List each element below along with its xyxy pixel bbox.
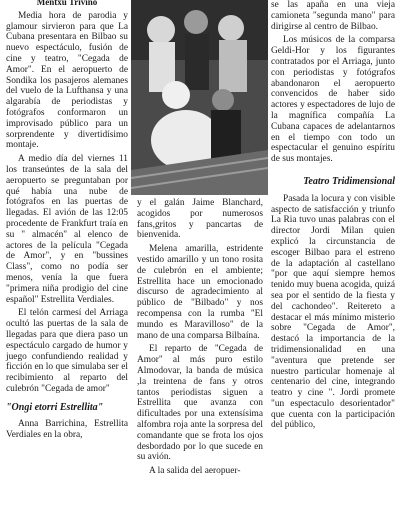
paragraph: A la salida del aeropuer-: [149, 466, 241, 477]
photo-image: [131, 0, 268, 195]
paragraph: Melena amarilla, estridente vestido amarillo y un tono rosita de culebrón en el ambiente; Estrellita hace un emocionado discurso de agradecimiento al público de "Bilbado" y nos recompensa con la rumba "El mundo es Maravilloso" de la mano de una comparsa Bilbaína.: [137, 244, 263, 341]
article-column-right: [271, 0, 395, 431]
article-column-left: [6, 0, 128, 441]
paragraph: El telón carmesí del Arriaga ocultó las puertas de la sala de llegadas para que diera paso un espectáculo cargado de humor y juego confundiendo realidad y ficción en lo que simulaba ser el recibimiento al reparto del culebrón "Cegada de amor": [6, 308, 128, 394]
paragraph: El reparto de "Cegada de Amor" al más puro estilo Almodovar, la banda de música ,la treintena de fans y otros tantos periodistas siguen a Estrellita que avanza con dificultades por una extensísima alfombra roja ante la sorpresa del comandante que se frota los ojos desbordado por lo que sucede en su avión.: [137, 344, 263, 463]
paragraph: Media hora de parodia y glamour sirvieron para que La Cubana presentara en Bilbao su nuevo espectáculo, fusión de cine y teatro, "Cegada de Amor". En el aeropuerto de Sondika los pasajeros alemanes del vuelo de la Lufthansa y una algarabía de periodistas y fotógrafos conformaron un improvisado público para un sorprendente y divertidísimo montaje.: [6, 10, 128, 151]
subheading: Teatro Tridimensional: [303, 175, 395, 187]
paragraph: se las apaña en una vieja camioneta "segunda mano" para dirigirse al centro de Bilbao.: [271, 0, 395, 32]
paragraph: y el galán Jaime Blanchard, acogidos por numerosos fans,gritos y pancartas de bienvenida.: [137, 198, 263, 241]
paragraph: Anna Barrichina, Estrellita Verdiales en la obra,: [6, 419, 128, 441]
paragraph: A medio día del viernes 11 los transeúntes de la sala del aeropuerto se preguntaban por qué había una nube de fotógrafos en las puertas de llegadas. El avión de las 12:05 procedente de Frankfurt traía en su " almacén" al elenco de actores de la película "Cegada de Amor", y en "bussines Class", como no podía ser menos, venía la que fuera "primera niña prodigio del cine español" Estrellita Verdiales.: [6, 154, 128, 305]
paragraph: Pasada la locura y con visible aspecto de satisfacción y triunfo La Ria tuvo unas palabras con el director Jordi Milan quien explicó la circunstancia de escoger Bilbao para el estreno de la adaptación al castellano "por que aquí siempre hemos tenido muy buena acogida, quizá sea por el sentido de la fiesta y del cachondeo". Reitereto a destacar el más mínimo misterio sobre "Cegada de Amor", destacó la importancia de la tridimensionalidad en una "aventura que pretende ser nuestro particular homenaje al centenario del cine, integrando teatro y cine ". Jordi promete "un espectaculo desorientador" que cuenta con la participación del público,: [271, 193, 395, 431]
subheading: "Ongi etorri Estrellita": [6, 401, 104, 413]
article-photo: [131, 0, 268, 195]
byline: Mentxu Triviño: [36, 0, 98, 7]
article-column-middle: [137, 198, 263, 477]
paragraph: Los músicos de la comparsa Geldi-Hor y los figurantes contratados por el Arriaga, junto con periodistas y fotógrafos abandonaron el aeropuerto convencidos de haber sido actores y espectadores de lujo de la magnífica compañía La Cubana capaces de adelantarnos en el tiempo con todo un espectacular el genuino espíritu de sus montajes.: [271, 35, 395, 165]
